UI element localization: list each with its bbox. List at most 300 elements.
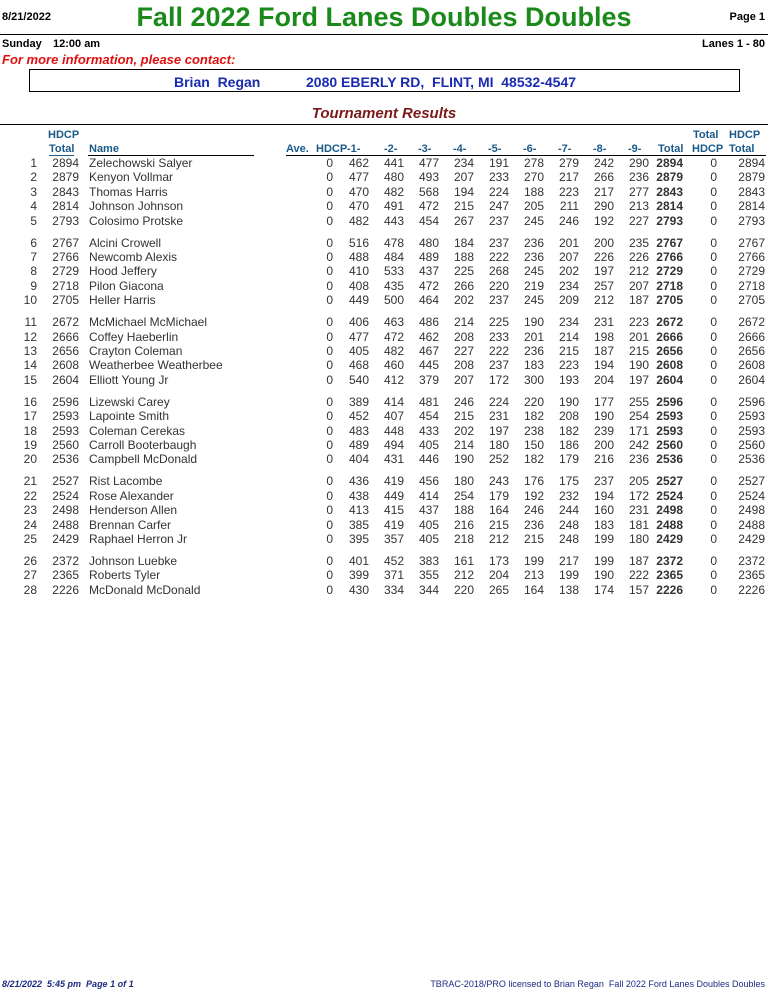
- game-6-cell: 182: [523, 409, 544, 424]
- total-hdcp-cell: 0: [710, 438, 717, 452]
- hdcp-cell: 0: [326, 423, 333, 438]
- game-4-cell: 266: [453, 278, 474, 293]
- game-2-cell: 415: [383, 503, 404, 518]
- game-7-cell: 217: [558, 170, 579, 185]
- game-3-cell: 486: [418, 315, 439, 330]
- game-9-cell: 223: [628, 315, 649, 330]
- table-row: [0, 424, 768, 438]
- hdcp-total-cell: 2656: [52, 344, 79, 358]
- total-hdcp-cell: 0: [710, 503, 717, 518]
- game-3-cell: 480: [418, 235, 439, 250]
- hdcp-cell: 0: [326, 568, 333, 583]
- game-6-cell: 201: [523, 329, 544, 344]
- game-4-cell: 194: [453, 184, 474, 199]
- game-8-cell: 187: [593, 344, 614, 358]
- hdcp-cell: 0: [326, 438, 333, 452]
- table-row: [0, 293, 768, 307]
- total-cell: 2498: [656, 503, 683, 518]
- rank-cell: 9: [30, 278, 37, 293]
- table-row: [0, 373, 768, 387]
- game-3-cell: 454: [418, 409, 439, 424]
- rank-cell: 17: [23, 409, 37, 424]
- game-6-cell: 182: [523, 452, 544, 467]
- game-3-cell: 481: [418, 394, 439, 409]
- total-hdcp-cell: 0: [710, 532, 717, 546]
- game-4-cell: 202: [453, 423, 474, 438]
- game-8-cell: 190: [593, 568, 614, 583]
- col-game-2: -2-: [384, 143, 398, 155]
- game-6-cell: 219: [523, 278, 544, 293]
- game-3-cell: 445: [418, 358, 439, 373]
- hdcp-total-cell: 2372: [52, 553, 79, 568]
- rank-cell: 5: [30, 213, 37, 228]
- game-4-cell: 207: [453, 372, 474, 387]
- game-1-cell: 401: [348, 553, 369, 568]
- total-hdcp-cell: 0: [710, 156, 717, 170]
- game-5-cell: 243: [488, 474, 509, 489]
- game-9-cell: 227: [628, 213, 649, 228]
- total-cell: 2527: [656, 474, 683, 489]
- section-title: Tournament Results: [311, 105, 457, 122]
- rank-cell: 24: [23, 517, 37, 532]
- game-7-cell: 244: [558, 503, 579, 518]
- game-1-cell: 468: [348, 358, 369, 373]
- total-cell: 2814: [656, 199, 683, 214]
- total-cell: 2604: [656, 372, 683, 387]
- game-2-cell: 419: [383, 474, 404, 489]
- hdcp-cell: 0: [326, 409, 333, 424]
- total-cell: 2536: [656, 452, 683, 467]
- game-8-cell: 192: [593, 213, 614, 228]
- game-2-cell: 448: [383, 423, 404, 438]
- hdcp-total2-cell: 2498: [738, 503, 765, 518]
- name-cell: Campbell McDonald: [89, 452, 198, 467]
- hdcp-total-cell: 2365: [52, 568, 79, 583]
- game-7-cell: 232: [558, 488, 579, 503]
- game-5-cell: 180: [488, 438, 509, 452]
- game-4-cell: 208: [453, 329, 474, 344]
- game-6-cell: 238: [523, 423, 544, 438]
- hdcp-cell: 0: [326, 170, 333, 185]
- hdcp-total2-cell: 2429: [738, 532, 765, 546]
- game-5-cell: 224: [488, 394, 509, 409]
- total-hdcp-cell: 0: [710, 474, 717, 489]
- table-row: [0, 474, 768, 488]
- hdcp-cell: 0: [326, 553, 333, 568]
- game-7-cell: 202: [558, 264, 579, 279]
- game-3-cell: 379: [418, 372, 439, 387]
- game-1-cell: 410: [348, 264, 369, 279]
- game-1-cell: 462: [348, 156, 369, 170]
- table-row: [0, 409, 768, 423]
- game-5-cell: 268: [488, 264, 509, 279]
- game-4-cell: 215: [453, 409, 474, 424]
- name-cell: Raphael Herron Jr: [89, 532, 188, 546]
- rank-cell: 19: [23, 438, 37, 452]
- total-cell: 2560: [656, 438, 683, 452]
- hdcp-total-cell: 2843: [52, 184, 79, 199]
- game-1-cell: 385: [348, 517, 369, 532]
- game-9-cell: 242: [628, 438, 649, 452]
- game-6-cell: 213: [523, 568, 544, 583]
- total-hdcp-cell: 0: [710, 423, 717, 438]
- game-6-cell: 220: [523, 394, 544, 409]
- game-9-cell: 277: [628, 184, 649, 199]
- game-1-cell: 477: [348, 329, 369, 344]
- hdcp-total2-cell: 2814: [738, 199, 765, 214]
- game-4-cell: 208: [453, 358, 474, 373]
- game-3-cell: 446: [418, 452, 439, 467]
- game-9-cell: 235: [628, 235, 649, 250]
- rank-cell: 26: [23, 553, 37, 568]
- total-cell: 2843: [656, 184, 683, 199]
- game-4-cell: 267: [453, 213, 474, 228]
- hdcp-total2-cell: 2894: [738, 156, 765, 170]
- game-6-cell: 205: [523, 199, 544, 214]
- game-3-cell: 454: [418, 213, 439, 228]
- game-9-cell: 226: [628, 250, 649, 264]
- game-5-cell: 224: [488, 184, 509, 199]
- total-hdcp-cell: 0: [710, 250, 717, 264]
- game-4-cell: 184: [453, 235, 474, 250]
- game-3-cell: 383: [418, 553, 439, 568]
- table-row: [0, 438, 768, 452]
- rank-cell: 12: [23, 329, 37, 344]
- game-4-cell: 180: [453, 474, 474, 489]
- game-7-cell: 215: [558, 344, 579, 358]
- rank-cell: 28: [23, 582, 37, 597]
- game-4-cell: 190: [453, 452, 474, 467]
- name-cell: Coleman Cerekas: [89, 423, 186, 438]
- name-cell: Carroll Booterbaugh: [89, 438, 197, 452]
- rank-cell: 27: [23, 568, 37, 583]
- hdcp-cell: 0: [326, 315, 333, 330]
- game-8-cell: 239: [593, 423, 614, 438]
- table-row: [0, 170, 768, 184]
- total-cell: 2365: [656, 568, 683, 583]
- report-date: 8/21/2022: [2, 11, 51, 23]
- game-8-cell: 217: [593, 184, 614, 199]
- game-3-cell: 414: [418, 488, 439, 503]
- game-6-cell: 300: [523, 372, 544, 387]
- table-row: [0, 199, 768, 213]
- hdcp-total-cell: 2666: [52, 329, 79, 344]
- table-row: [0, 358, 768, 372]
- col-game-9: -9-: [628, 143, 642, 155]
- rank-cell: 4: [30, 199, 37, 214]
- game-1-cell: 489: [348, 438, 369, 452]
- page-number: Page 1: [729, 11, 765, 23]
- game-6-cell: 215: [523, 532, 544, 546]
- hdcp-cell: 0: [326, 582, 333, 597]
- game-6-cell: 183: [523, 358, 544, 373]
- game-5-cell: 237: [488, 213, 509, 228]
- rank-cell: 15: [23, 372, 37, 387]
- hdcp-total2-cell: 2527: [738, 474, 765, 489]
- game-6-cell: 199: [523, 553, 544, 568]
- game-8-cell: 257: [593, 278, 614, 293]
- col-game-1: -1-: [347, 143, 361, 155]
- game-5-cell: 237: [488, 293, 509, 308]
- col-hdcp-total-top: HDCP: [48, 129, 80, 141]
- game-2-cell: 357: [383, 532, 404, 546]
- hdcp-total2-cell: 2593: [738, 409, 765, 424]
- game-8-cell: 204: [593, 372, 614, 387]
- game-4-cell: 214: [453, 315, 474, 330]
- table-row: [0, 330, 768, 344]
- hdcp-total2-cell: 2604: [738, 372, 765, 387]
- game-7-cell: 179: [558, 452, 579, 467]
- table-row: [0, 452, 768, 466]
- rank-cell: 6: [30, 235, 37, 250]
- col-hdcp-total-bottom: Total: [49, 143, 75, 155]
- rank-cell: 11: [24, 315, 37, 330]
- hdcp-total-cell: 2524: [52, 488, 79, 503]
- game-5-cell: 225: [488, 315, 509, 330]
- game-3-cell: 568: [418, 184, 439, 199]
- hdcp-total-cell: 2894: [52, 156, 79, 170]
- total-hdcp-cell: 0: [710, 358, 717, 373]
- table-row: [0, 344, 768, 358]
- name-cell: Weatherbee Weatherbee: [89, 358, 223, 373]
- total-hdcp-cell: 0: [710, 488, 717, 503]
- game-4-cell: 207: [453, 170, 474, 185]
- game-1-cell: 413: [348, 503, 369, 518]
- game-7-cell: 223: [558, 184, 579, 199]
- game-1-cell: 482: [348, 213, 369, 228]
- game-5-cell: 220: [488, 278, 509, 293]
- hdcp-total-cell: 2527: [52, 474, 79, 489]
- game-8-cell: 266: [593, 170, 614, 185]
- game-9-cell: 157: [628, 582, 649, 597]
- game-8-cell: 290: [593, 199, 614, 214]
- game-7-cell: 214: [558, 329, 579, 344]
- game-8-cell: 199: [593, 532, 614, 546]
- total-hdcp-cell: 0: [710, 235, 717, 250]
- rank-cell: 23: [23, 503, 37, 518]
- hdcp-cell: 0: [326, 250, 333, 264]
- total-cell: 2729: [656, 264, 683, 279]
- rank-cell: 7: [30, 250, 37, 264]
- game-7-cell: 248: [558, 517, 579, 532]
- game-6-cell: 245: [523, 293, 544, 308]
- game-9-cell: 180: [628, 532, 649, 546]
- game-4-cell: 202: [453, 293, 474, 308]
- total-cell: 2596: [656, 394, 683, 409]
- lanes-range: Lanes 1 - 80: [702, 38, 765, 50]
- game-6-cell: 246: [523, 503, 544, 518]
- game-1-cell: 452: [348, 409, 369, 424]
- hdcp-total2-cell: 2608: [738, 358, 765, 373]
- rank-cell: 1: [30, 156, 37, 170]
- table-row: [0, 518, 768, 532]
- rank-cell: 25: [23, 532, 37, 546]
- hdcp-total-cell: 2767: [52, 235, 79, 250]
- game-3-cell: 464: [418, 293, 439, 308]
- game-7-cell: 223: [558, 358, 579, 373]
- game-1-cell: 395: [348, 532, 369, 546]
- total-cell: 2226: [656, 582, 683, 597]
- report-title: Fall 2022 Ford Lanes Doubles Doubles: [136, 2, 632, 32]
- game-7-cell: 279: [558, 156, 579, 170]
- event-time: 12:00 am: [53, 38, 101, 50]
- header-divider: [0, 34, 768, 35]
- game-9-cell: 255: [628, 394, 649, 409]
- game-8-cell: 212: [593, 293, 614, 308]
- game-9-cell: 213: [628, 199, 649, 214]
- game-6-cell: 236: [523, 517, 544, 532]
- game-4-cell: 214: [453, 438, 474, 452]
- hdcp-total-cell: 2596: [52, 394, 79, 409]
- table-row: [0, 395, 768, 409]
- game-4-cell: 254: [453, 488, 474, 503]
- game-5-cell: 164: [488, 503, 509, 518]
- name-cell: Hood Jeffery: [89, 264, 157, 279]
- total-hdcp-cell: 0: [710, 452, 717, 467]
- game-8-cell: 226: [593, 250, 614, 264]
- table-row: [0, 236, 768, 250]
- hdcp-total-cell: 2488: [52, 517, 79, 532]
- game-9-cell: 231: [628, 503, 649, 518]
- contact-prompt: For more information, please contact:: [2, 52, 236, 67]
- game-1-cell: 404: [348, 452, 369, 467]
- hdcp-cell: 0: [326, 329, 333, 344]
- game-5-cell: 197: [488, 423, 509, 438]
- hdcp-total2-cell: 2879: [738, 170, 765, 185]
- game-1-cell: 389: [348, 394, 369, 409]
- game-8-cell: 200: [593, 438, 614, 452]
- hdcp-total-cell: 2672: [52, 315, 79, 330]
- game-6-cell: 192: [523, 488, 544, 503]
- total-hdcp-cell: 0: [710, 278, 717, 293]
- game-3-cell: 472: [418, 199, 439, 214]
- game-7-cell: 199: [558, 568, 579, 583]
- game-2-cell: 460: [383, 358, 404, 373]
- name-cell: Kenyon Vollmar: [89, 170, 174, 185]
- total-hdcp-cell: 0: [710, 170, 717, 185]
- game-3-cell: 437: [418, 503, 439, 518]
- col-hdcp: HDCP: [316, 143, 348, 155]
- hdcp-total2-cell: 2767: [738, 235, 765, 250]
- hdcp-total-cell: 2429: [52, 532, 79, 546]
- hdcp-total2-cell: 2705: [738, 293, 765, 308]
- table-row: [0, 503, 768, 517]
- game-4-cell: 188: [453, 250, 474, 264]
- game-6-cell: 176: [523, 474, 544, 489]
- game-7-cell: 186: [558, 438, 579, 452]
- game-1-cell: 399: [348, 568, 369, 583]
- game-8-cell: 177: [593, 394, 614, 409]
- game-2-cell: 463: [383, 315, 404, 330]
- game-7-cell: 208: [558, 409, 579, 424]
- game-3-cell: 355: [418, 568, 439, 583]
- game-7-cell: 246: [558, 213, 579, 228]
- game-8-cell: 200: [593, 235, 614, 250]
- total-cell: 2766: [656, 250, 683, 264]
- hdcp-total-cell: 2226: [52, 582, 79, 597]
- game-7-cell: 201: [558, 235, 579, 250]
- hdcp-total-cell: 2604: [52, 372, 79, 387]
- game-9-cell: 212: [628, 264, 649, 279]
- hdcp-cell: 0: [326, 278, 333, 293]
- game-3-cell: 437: [418, 264, 439, 279]
- game-5-cell: 191: [488, 156, 509, 170]
- name-cell: Elliott Young Jr: [89, 372, 169, 387]
- hdcp-total2-cell: 2766: [738, 250, 765, 264]
- col-game-4: -4-: [453, 143, 467, 155]
- total-cell: 2793: [656, 213, 683, 228]
- game-9-cell: 215: [628, 344, 649, 358]
- total-hdcp-cell: 0: [710, 582, 717, 597]
- total-hdcp-cell: 0: [710, 213, 717, 228]
- game-6-cell: 270: [523, 170, 544, 185]
- game-8-cell: 197: [593, 264, 614, 279]
- col-total-hdcp-bottom: HDCP: [692, 143, 724, 155]
- total-hdcp-cell: 0: [710, 315, 717, 330]
- game-3-cell: 462: [418, 329, 439, 344]
- hdcp-cell: 0: [326, 517, 333, 532]
- game-3-cell: 489: [418, 250, 439, 264]
- hdcp-total2-cell: 2560: [738, 438, 765, 452]
- game-8-cell: 160: [593, 503, 614, 518]
- total-hdcp-cell: 0: [710, 517, 717, 532]
- footer-license: TBRAC-2018/PRO licensed to Brian Regan Fall 2022 Ford Lanes Doubles Doubles: [430, 979, 765, 989]
- game-2-cell: 334: [383, 582, 404, 597]
- rank-cell: 8: [30, 264, 37, 279]
- hdcp-total2-cell: 2729: [738, 264, 765, 279]
- game-4-cell: 220: [453, 582, 474, 597]
- hdcp-total2-cell: 2226: [738, 582, 765, 597]
- total-hdcp-cell: 0: [710, 329, 717, 344]
- total-cell: 2656: [656, 344, 683, 358]
- game-2-cell: 371: [383, 568, 404, 583]
- total-hdcp-cell: 0: [710, 293, 717, 308]
- game-2-cell: 449: [383, 488, 404, 503]
- total-hdcp-cell: 0: [710, 264, 717, 279]
- game-1-cell: 408: [348, 278, 369, 293]
- game-5-cell: 215: [488, 517, 509, 532]
- game-1-cell: 488: [348, 250, 369, 264]
- game-4-cell: 234: [453, 156, 474, 170]
- game-1-cell: 406: [348, 315, 369, 330]
- hdcp-cell: 0: [326, 372, 333, 387]
- hdcp-cell: 0: [326, 235, 333, 250]
- total-hdcp-cell: 0: [710, 344, 717, 358]
- game-2-cell: 472: [383, 329, 404, 344]
- table-row: [0, 554, 768, 568]
- game-1-cell: 438: [348, 488, 369, 503]
- game-4-cell: 227: [453, 344, 474, 358]
- rank-cell: 18: [23, 423, 37, 438]
- hdcp-total2-cell: 2666: [738, 329, 765, 344]
- game-5-cell: 233: [488, 329, 509, 344]
- total-hdcp-cell: 0: [710, 199, 717, 214]
- table-row: [0, 315, 768, 329]
- rank-cell: 14: [23, 358, 37, 373]
- footer-timestamp: 8/21/2022 5:45 pm Page 1 of 1: [2, 979, 134, 989]
- hdcp-total2-cell: 2656: [738, 344, 765, 358]
- game-9-cell: 236: [628, 170, 649, 185]
- total-cell: 2372: [656, 553, 683, 568]
- name-cell: Alcini Crowell: [89, 235, 162, 250]
- total-cell: 2879: [656, 170, 683, 185]
- game-5-cell: 252: [488, 452, 509, 467]
- game-1-cell: 540: [348, 372, 369, 387]
- hdcp-total-cell: 2608: [52, 358, 79, 373]
- game-6-cell: 188: [523, 184, 544, 199]
- col-hdcp-total2-top: HDCP: [729, 129, 761, 141]
- name-cell: Roberts Tyler: [89, 568, 161, 583]
